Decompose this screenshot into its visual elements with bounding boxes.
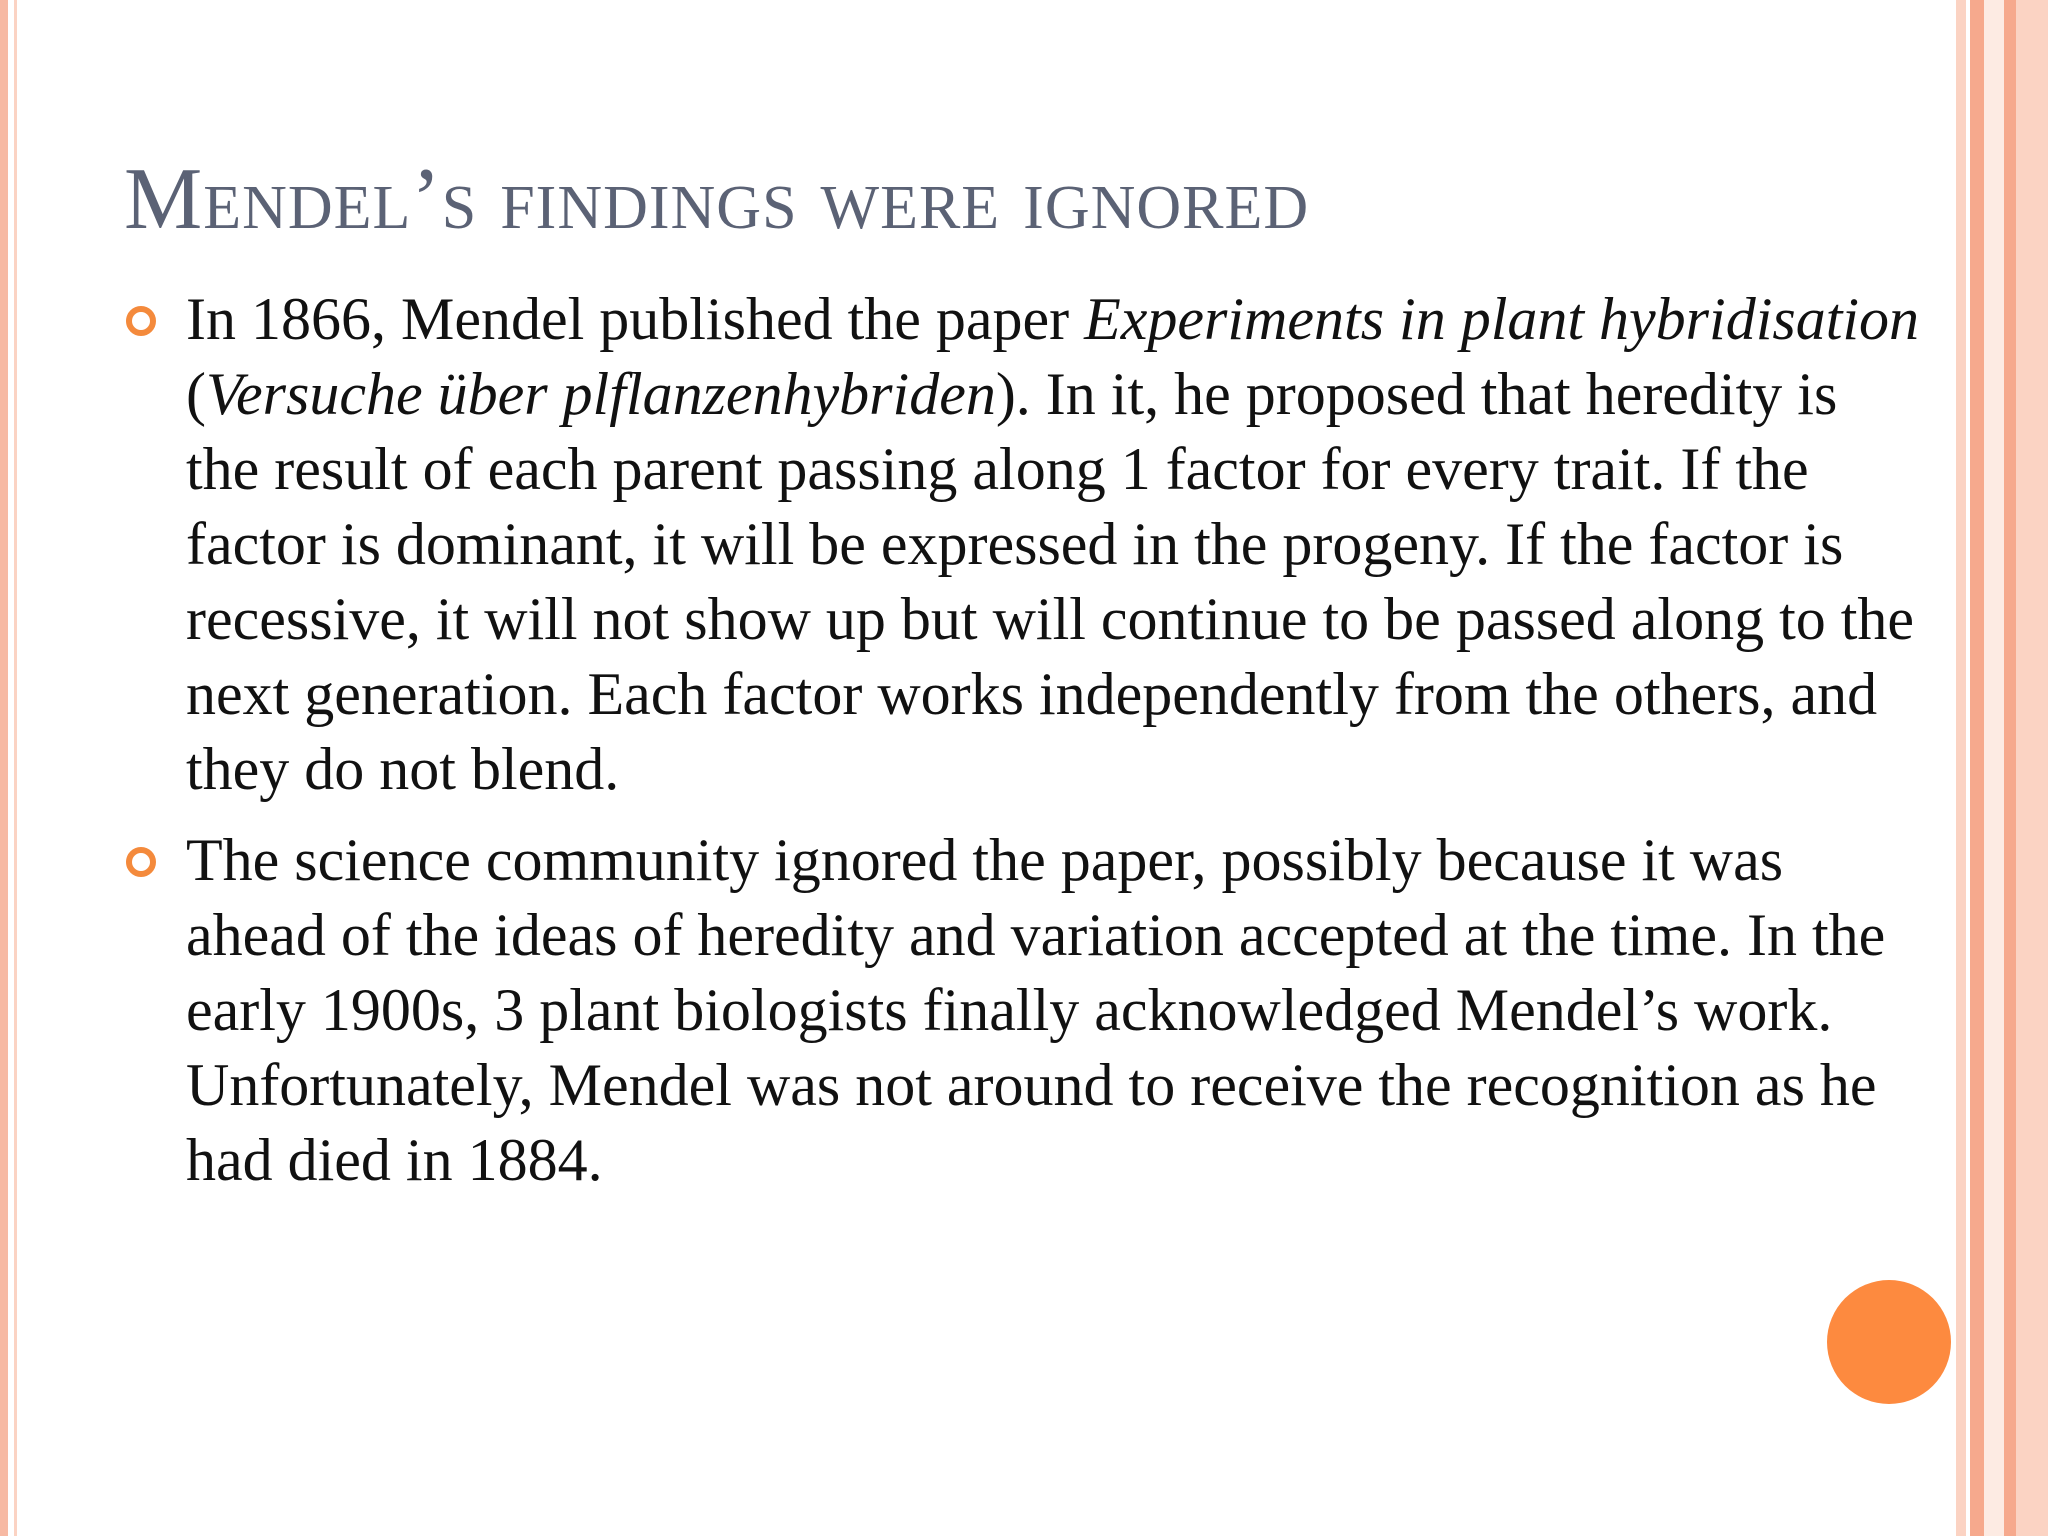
bullet-1-paper-german-title: Versuche über plflanzenhybriden: [205, 361, 996, 427]
bullet-1-text-part2: (: [186, 361, 206, 427]
left-border-stripe: [0, 0, 8, 1536]
bullet-text-1: [186, 286, 1919, 802]
bullet-1-paper-title: Experiments in plant hybridisation: [1084, 286, 1920, 352]
right-border-stripe-5: [2016, 0, 2048, 1536]
slide-title: Mendel’s findings were ignored: [124, 151, 1310, 248]
bullet-circle-icon: [126, 847, 156, 877]
bullet-item-2: [124, 823, 1924, 1198]
bullet-text-2: The science community ignored the paper, possibly because it was ahead of the ideas of heredity and variation accepted at the time. In the early 1900s, 3 plant biologists finally acknowledged Mendel’s work. Unfortunately, Mendel was not around to receive the recognition as he had died in 1884.: [186, 827, 1886, 1193]
bullet-1-text-part3: ). In it, he proposed that heredity is the result of each parent passing along 1 factor for every trait. If the factor is dominant, it will be expressed in the progeny. If the factor is recessive, it will not show up but will continue to be passed along to the next generation. Each factor works independently from the others, and they do not blend.: [186, 361, 1915, 802]
bullet-list: [124, 282, 1924, 1214]
left-border-thin-stripe: [14, 0, 17, 1536]
right-border-stripe-2: [1970, 0, 1984, 1536]
right-border-stripe-1: [1956, 0, 1966, 1536]
bullet-circle-icon: [126, 306, 156, 336]
bullet-1-text-part1: In 1866, Mendel published the paper: [186, 286, 1085, 352]
right-border-stripe-3: [1984, 0, 2004, 1536]
bullet-item-1: [124, 282, 1924, 807]
right-border-stripe-4: [2004, 0, 2016, 1536]
decorative-orange-circle-icon: [1827, 1280, 1951, 1404]
